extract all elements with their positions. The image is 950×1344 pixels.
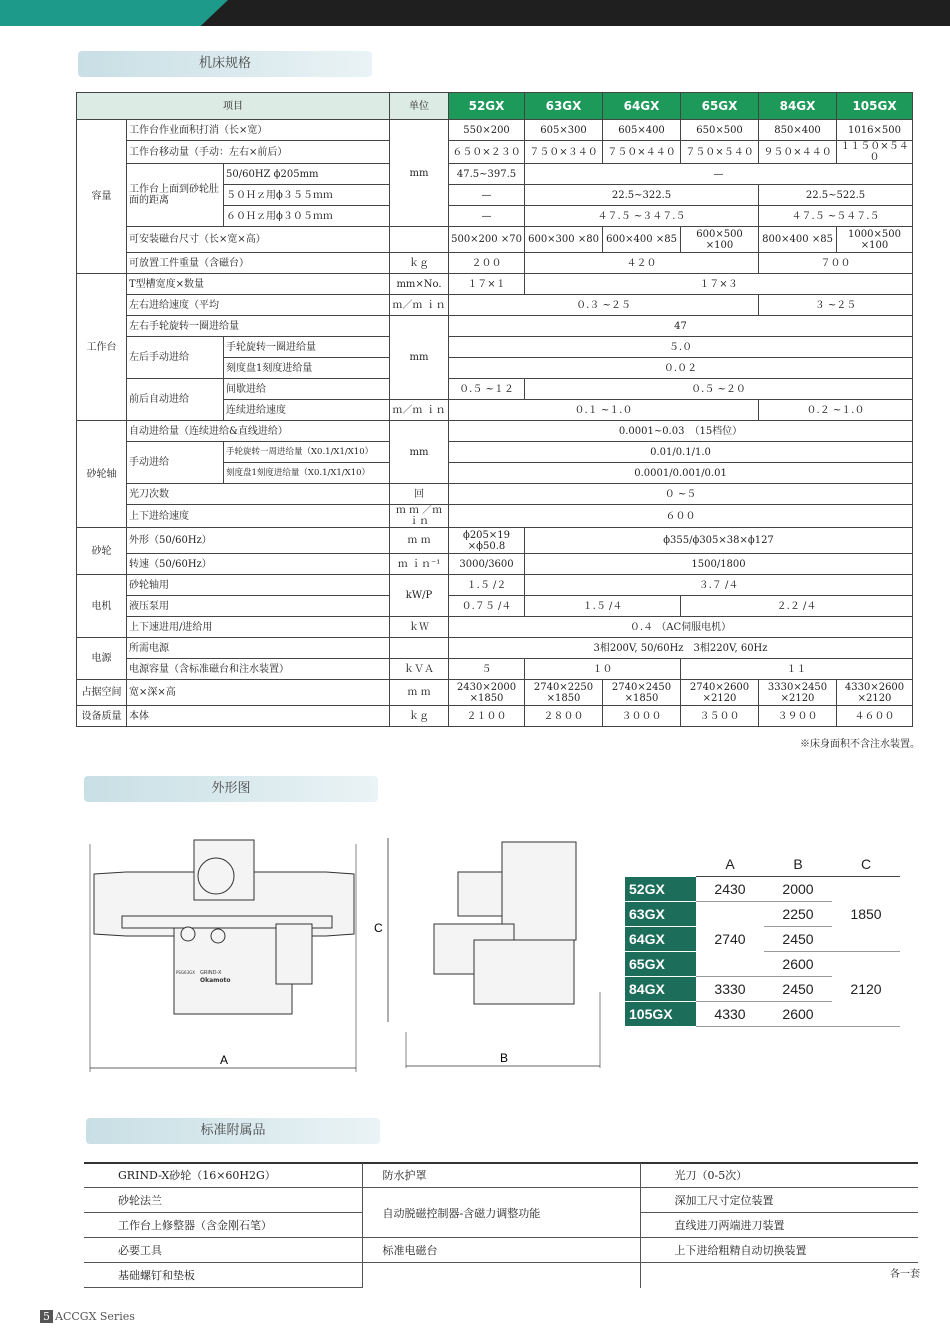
table-row <box>77 120 913 141</box>
cell: ９５０×４４０ <box>759 141 837 164</box>
header-model: 52GX <box>449 93 525 120</box>
cell: ２.２ /４ <box>681 596 913 617</box>
row-label: 可安装磁台尺寸（长×宽×高） <box>127 227 390 253</box>
table-row <box>77 528 913 554</box>
cell: ３９００ <box>759 706 837 727</box>
cell: 2740×2250 ×1850 <box>525 680 603 706</box>
sub-label: ５０Ｈｚ用ϕ３５５ｍｍ <box>224 185 390 206</box>
top-banner-accent <box>0 0 228 26</box>
unit-cell: ｍ ｍ <box>390 528 449 554</box>
table-row <box>77 706 913 727</box>
cell: — <box>449 206 525 227</box>
list-item <box>84 1238 918 1263</box>
sub-label: 手轮旋转一圈进给量 <box>224 337 390 358</box>
unit-cell: ｋＶＡ <box>390 659 449 680</box>
cell: ６００ <box>449 505 913 528</box>
cell: ７００ <box>759 253 913 274</box>
dims-corner <box>625 852 696 877</box>
header-unit: 单位 <box>390 93 449 120</box>
dims-cell: 2600 <box>764 1002 832 1027</box>
row-label: 转速（50/60Hz） <box>127 554 390 575</box>
dims-cell: 2600 <box>764 952 832 977</box>
dims-model: 64GX <box>625 927 696 952</box>
cell: １０ <box>525 659 681 680</box>
row-label: 上下进给速度 <box>127 505 390 528</box>
accessory-item: GRIND-X砂轮（16×60H2G） <box>84 1163 362 1188</box>
cell: ５.０ <box>449 337 913 358</box>
dims-model: 105GX <box>625 1002 696 1027</box>
cell: ０.７５ /４ <box>449 596 525 617</box>
row-label: 左右进给速度（平均 <box>127 295 390 316</box>
table-row <box>77 337 913 358</box>
accessory-item: 直线进刀两端进刀装置 <box>640 1213 918 1238</box>
sub-label: 刻度盘1刻度进给量（X0.1/X1/X10） <box>224 463 390 484</box>
spec-footnote: ※床身面积不含注水装置。 <box>800 739 920 750</box>
cell: 650×500 <box>681 120 759 141</box>
cell: ３０００ <box>603 706 681 727</box>
cell: 550×200 <box>449 120 525 141</box>
row-label: 工作台作业面积打消（长×宽） <box>127 120 390 141</box>
series-name: ACCGX Series <box>55 1310 135 1323</box>
cell: 1500/1800 <box>525 554 913 575</box>
grinding-wheel-guard <box>198 858 234 894</box>
accessory-item: 自动脱磁控制器-含磁力调整功能 <box>362 1188 640 1238</box>
cell: ５ <box>449 659 525 680</box>
table-row <box>77 316 913 337</box>
row-label: 液压泵用 <box>127 596 390 617</box>
group-wheel: 砂轮 <box>77 528 127 575</box>
cell: 22.5~522.5 <box>759 185 913 206</box>
row-label: 工作台上面到砂轮肚面的距离 <box>127 164 224 227</box>
unit-cell: ｍ ｍ ／ｍ ｉｎ <box>390 505 449 528</box>
row-label: 工作台移动量（手动：左右×前后） <box>127 141 390 164</box>
table-row <box>77 575 913 596</box>
dims-cell: 2000 <box>764 877 832 902</box>
sub-label: 手轮旋转一周进给量（X0.1/X1/X10） <box>224 442 390 463</box>
unit-cell: mm <box>390 316 449 400</box>
table-row <box>77 295 913 316</box>
dims-row <box>625 877 900 902</box>
row-label: 外形（50/60Hz） <box>127 528 390 554</box>
accessory-quantity-note: 各一套 <box>890 1269 920 1280</box>
cell: 0.0001~0.03 （15档位） <box>449 421 913 442</box>
cell: ϕ205×19 ×ϕ50.8 <box>449 528 525 554</box>
brand-label: GRIND-X <box>200 970 222 976</box>
header-model: 65GX <box>681 93 759 120</box>
accessory-empty <box>362 1263 640 1288</box>
dims-model: 84GX <box>625 977 696 1002</box>
table-row <box>77 141 913 164</box>
cell: 1016×500 <box>837 120 913 141</box>
accessory-item: 基础螺钉和垫板 <box>84 1263 362 1288</box>
control-panel <box>276 924 312 984</box>
dims-col-header: C <box>832 852 900 877</box>
group-power: 电源 <box>77 638 127 680</box>
dims-col-header: A <box>696 852 764 877</box>
unit-cell <box>390 638 449 659</box>
table-row <box>77 554 913 575</box>
cell: 47 <box>449 316 913 337</box>
cell: ０.５ ~２０ <box>525 379 913 400</box>
cell: 4330×2600 ×2120 <box>837 680 913 706</box>
header-model: 84GX <box>759 93 837 120</box>
accessory-item: 必要工具 <box>84 1238 362 1263</box>
header-model: 105GX <box>837 93 913 120</box>
unit-cell: mm <box>390 120 449 227</box>
cell: ３.７ /４ <box>525 575 913 596</box>
list-item <box>84 1188 918 1213</box>
dims-col-header: B <box>764 852 832 877</box>
cell: １７×１ <box>449 274 525 295</box>
cell: 3330×2450 ×2120 <box>759 680 837 706</box>
cell: ４２０ <box>525 253 759 274</box>
accessory-item: 工作台上修整器（含金刚石笔） <box>84 1213 362 1238</box>
dims-cell: 2450 <box>764 977 832 1002</box>
accessory-item: 上下进给粗精自动切换装置 <box>640 1238 918 1263</box>
row-label: 左后手动进给 <box>127 337 224 379</box>
cell: ２１００ <box>449 706 525 727</box>
group-capacity: 容量 <box>77 120 127 274</box>
cell: １１５０×５４０ <box>837 141 913 164</box>
cell: ０.３ ~２５ <box>449 295 759 316</box>
cell: ０.０２ <box>449 358 913 379</box>
brand-label: Okamoto <box>200 977 231 984</box>
header-model: 64GX <box>603 93 681 120</box>
dims-cell: 1850 <box>832 877 900 952</box>
unit-cell: mm <box>390 421 449 484</box>
handwheel <box>181 927 195 941</box>
unit-cell: 回 <box>390 484 449 505</box>
cell: 605×400 <box>603 120 681 141</box>
table-row <box>77 484 913 505</box>
row-label: 砂轮轴用 <box>127 575 390 596</box>
machine-side-view <box>374 832 610 1072</box>
top-banner <box>0 0 950 26</box>
unit-cell: ｍ ｉｎ⁻¹ <box>390 554 449 575</box>
cell: １.５ /２ <box>449 575 525 596</box>
group-table: 工作台 <box>77 274 127 421</box>
sub-label: 连续进给速度 <box>224 400 390 421</box>
page-footer <box>40 1310 135 1323</box>
dims-cell: 2430 <box>696 877 764 902</box>
cell: ０.１ ~１.０ <box>449 400 759 421</box>
list-item <box>84 1263 918 1288</box>
dimension-label-b: B <box>500 1051 509 1065</box>
cell: 600×500 ×100 <box>681 227 759 253</box>
accessory-item: 标准电磁台 <box>362 1238 640 1263</box>
unit-cell <box>390 227 449 253</box>
cell: １７×３ <box>525 274 913 295</box>
cell: ０.５ ~１２ <box>449 379 525 400</box>
unit-cell: ｋｇ <box>390 706 449 727</box>
cell: 2740×2450 ×1850 <box>603 680 681 706</box>
group-motor: 电机 <box>77 575 127 638</box>
dims-model: 63GX <box>625 902 696 927</box>
dims-cell: 2450 <box>764 927 832 952</box>
cell: ０.４ （AC伺服电机） <box>449 617 913 638</box>
cell: ２００ <box>449 253 525 274</box>
table-row <box>77 253 913 274</box>
cell: ３５００ <box>681 706 759 727</box>
sub-label: 间歇进给 <box>224 379 390 400</box>
row-label: 所需电源 <box>127 638 390 659</box>
table-row <box>77 596 913 617</box>
header-item: 项目 <box>77 93 390 120</box>
group-footprint: 占据空间 <box>77 680 127 706</box>
dims-cell: 2120 <box>832 952 900 1027</box>
brand-label: PSG63GX <box>176 970 195 975</box>
cell: — <box>525 164 913 185</box>
cell: 500×200 ×70 <box>449 227 525 253</box>
group-weight: 设备质量 <box>77 706 127 727</box>
cell: ６５０×２３０ <box>449 141 525 164</box>
table-row <box>77 379 913 400</box>
cell: 605×300 <box>525 120 603 141</box>
cell: １.５ /４ <box>525 596 681 617</box>
accessory-item: 深加工尺寸定位装置 <box>640 1188 918 1213</box>
page-number: 5 <box>40 1310 53 1323</box>
cell: 600×300 ×80 <box>525 227 603 253</box>
cell: — <box>449 185 525 206</box>
dimension-label-c: C <box>374 921 383 935</box>
sub-label: 50/60HZ ϕ205mm <box>224 164 390 185</box>
handwheel <box>211 929 225 943</box>
row-label: 宽×深×高 <box>127 680 390 706</box>
table-row <box>77 421 913 442</box>
unit-cell: mm×No. <box>390 274 449 295</box>
cell: ０ ~５ <box>449 484 913 505</box>
spec-header-row <box>77 93 913 120</box>
row-label: 上下速进用/进给用 <box>127 617 390 638</box>
header-model: 63GX <box>525 93 603 120</box>
cell: ４６００ <box>837 706 913 727</box>
side-head <box>458 872 506 916</box>
cell: 0.01/0.1/1.0 <box>449 442 913 463</box>
accessory-empty <box>640 1263 918 1288</box>
dims-model: 65GX <box>625 952 696 977</box>
dims-cell: 4330 <box>696 1002 764 1027</box>
cell: 47.5~397.5 <box>449 164 525 185</box>
row-label: 左右手轮旋转一圈进给量 <box>127 316 390 337</box>
spec-table <box>76 92 913 727</box>
table-row <box>77 638 913 659</box>
accessories-table <box>84 1163 918 1288</box>
dims-header-row <box>625 852 900 877</box>
accessory-item: 防水护罩 <box>362 1163 640 1188</box>
table-row <box>77 659 913 680</box>
dims-cell: 2250 <box>764 902 832 927</box>
unit-cell: ｍ／ｍ ｉｎ <box>390 295 449 316</box>
row-label: T型槽宽度×数量 <box>127 274 390 295</box>
cell: 2430×2000 ×1850 <box>449 680 525 706</box>
unit-cell: ｍ／ｍ ｉｎ <box>390 400 449 421</box>
accessory-item: 光刀（0-5次） <box>640 1163 918 1188</box>
sub-label: 刻度盘1刻度进给量 <box>224 358 390 379</box>
unit-cell: ｍ ｍ <box>390 680 449 706</box>
table-row <box>77 274 913 295</box>
cell: ３ ~２５ <box>759 295 913 316</box>
unit-cell: ｋｇ <box>390 253 449 274</box>
section-title-spec: 机床规格 <box>78 51 372 77</box>
group-spindle: 砂轮轴 <box>77 421 127 528</box>
row-label: 手动进给 <box>127 442 224 484</box>
cell: 800×400 ×85 <box>759 227 837 253</box>
cell: 3000/3600 <box>449 554 525 575</box>
row-label: 电源容量（含标准磁台和注水装置） <box>127 659 390 680</box>
dimension-label-a: A <box>220 1053 229 1067</box>
dims-cell: 2740 <box>696 902 764 977</box>
section-title-accessories: 标准附属品 <box>86 1118 380 1144</box>
dimensions-table <box>625 852 900 1027</box>
cell: ４７.５ ~３４７.５ <box>525 206 759 227</box>
machine-front-view <box>86 824 362 1076</box>
table-row <box>77 227 913 253</box>
accessory-item: 砂轮法兰 <box>84 1188 362 1213</box>
cell: ７５０×３４０ <box>525 141 603 164</box>
cell: ０.２ ~１.０ <box>759 400 913 421</box>
table-row <box>77 442 913 463</box>
table-row <box>77 617 913 638</box>
row-label: 光刀次数 <box>127 484 390 505</box>
cell: ϕ355/ϕ305×38×ϕ127 <box>525 528 913 554</box>
table-row <box>77 505 913 528</box>
cell: 2740×2600 ×2120 <box>681 680 759 706</box>
cell: 600×400 ×85 <box>603 227 681 253</box>
row-label: 可放置工件重量（含磁台） <box>127 253 390 274</box>
table-row <box>77 680 913 706</box>
side-base <box>474 940 574 1004</box>
cell: ４７.５ ~５４７.５ <box>759 206 913 227</box>
cell: ２８００ <box>525 706 603 727</box>
dims-cell: 3330 <box>696 977 764 1002</box>
row-label: 前后自动进给 <box>127 379 224 421</box>
cell: 850×400 <box>759 120 837 141</box>
sub-label: ６０Ｈｚ用ϕ３０５ｍｍ <box>224 206 390 227</box>
cell: ７５０×５４０ <box>681 141 759 164</box>
cell: 3相200V, 50/60Hz 3相220V, 60Hz <box>449 638 913 659</box>
unit-cell: ｋＷ <box>390 617 449 638</box>
row-label: 本体 <box>127 706 390 727</box>
table-row <box>77 164 913 185</box>
row-label: 自动进给量（连续进给&直线进给） <box>127 421 390 442</box>
dims-model: 52GX <box>625 877 696 902</box>
unit-cell: kW/P <box>390 575 449 617</box>
cell: ７５０×４４０ <box>603 141 681 164</box>
cell: 1000×500 ×100 <box>837 227 913 253</box>
list-item <box>84 1163 918 1188</box>
cell: 0.0001/0.001/0.01 <box>449 463 913 484</box>
cell: １１ <box>681 659 913 680</box>
section-title-outline: 外形图 <box>84 776 378 802</box>
cell: 22.5~322.5 <box>525 185 759 206</box>
